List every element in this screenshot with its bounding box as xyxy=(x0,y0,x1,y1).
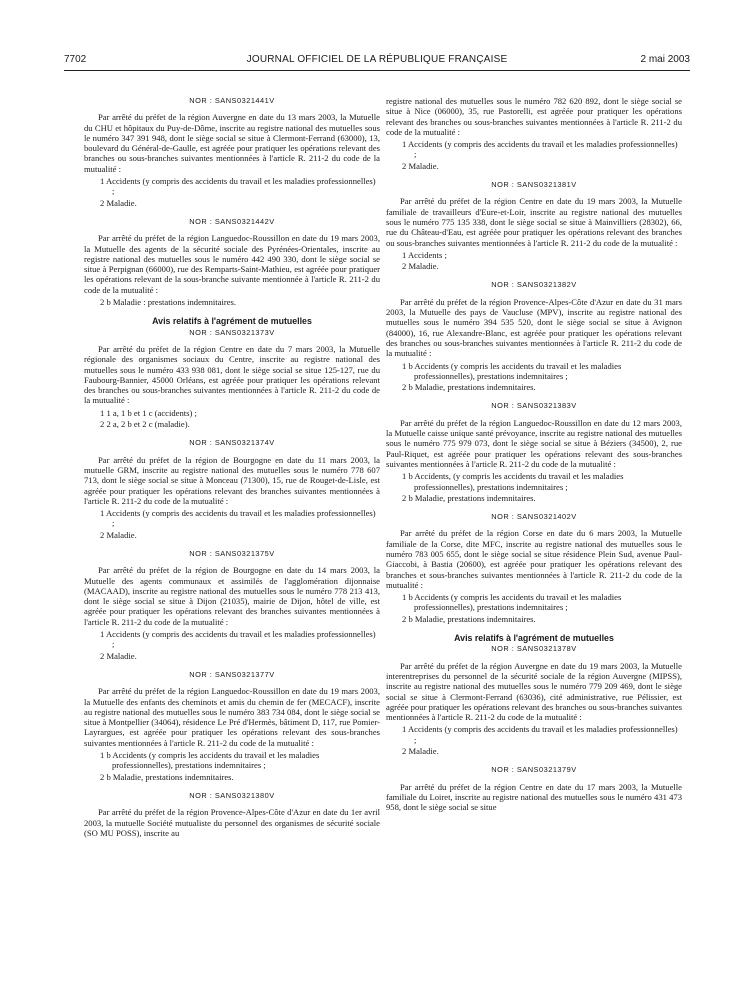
nor-reference: NOR : SANS0321375V xyxy=(189,548,275,558)
notice-paragraph: Par arrêté du préfet de la région Languedoc-Roussillon en date du 12 mars 2003, la Mutuelle caisse unique santé prévoyance, inscrite au registre national des mutuelles sous le numéro 775 979 073, dont le siège social se situe à Béziers (34500), 2, rue Paul-Riquet, est agréée pour pratiquer les opérations relevant des sous-branches suivantes mentionnées à l'article R. 211-2 du code de la mutualité : xyxy=(386,417,682,469)
branch-item: 2 b Maladie, prestations indemnitaires. xyxy=(402,492,536,503)
branch-item: 1 b Accidents (y compris les accidents du travail et les maladies professionnelles), prestations indemnitaires ; xyxy=(100,750,320,771)
right-column xyxy=(386,96,682,822)
notice-paragraph: Par arrêté du préfet de la région Corse en date du 6 mars 2003, la Mutuelle familiale de la Corse, dite MFC, inscrite au registre national des mutuelles sous le numéro 783 005 655, dont le siège social se situe résidence Plein Sud, avenue Paul-Giaccobi, à Bastia (20600), est agréée pour pratiquer les opérations relevant des branches et sous-branches suivantes mentionnées à l'article R. 211-2 du code de la mutualité : xyxy=(386,528,682,590)
notice-paragraph: Par arrêté du préfet de la région Centre en date du 17 mars 2003, la Mutuelle familiale du Loiret, inscrite au registre national des mutuelles sous le numéro 431 473 958, dont le siège social se situe xyxy=(386,781,682,813)
notice-paragraph: Par arrêté du préfet de la région Languedoc-Roussillon en date du 19 mars 2003, la Mutuelle des agents de la sécurité sociale des Pyrénées-Orientales, inscrite au registre national des mutuelles sous le numéro 442 490 330, dont le siège social se situe à Perpignan (66000), rue des Remparts-Saint-Mathieu, est agréée pour pratiquer les opérations relevant de la sous-branche suivante mentionnée à l'article R. 211-2 du code de la mutualité : xyxy=(84,233,380,295)
left-column xyxy=(84,96,380,847)
notice-paragraph: Par arrêté du préfet de la région Centre en date du 19 mars 2003, la Mutuelle familiale de travailleurs d'Eure-et-Loir, inscrite au registre national des mutuelles sous le numéro 775 135 338, dont le siège social se situe à Mainvilliers (28302), 66, rue du Château-d'Eau, est agréée pour pratiquer les opérations relevant des branches ou sous-branches suivantes mentionnées à l'article R. 211-2 du code de la mutualité : xyxy=(386,196,682,248)
page-header xyxy=(64,54,690,70)
nor-reference: NOR : SANS0321402V xyxy=(491,512,577,522)
nor-reference: NOR : SANS0321380V xyxy=(189,790,275,800)
page-number: 7702 xyxy=(64,54,87,65)
notice-block xyxy=(386,633,682,756)
branch-item: 2 b Maladie, prestations indemnitaires. xyxy=(402,382,536,393)
notice-block xyxy=(386,401,682,503)
branch-item: 1 Accidents (y compris des accidents du travail et les maladies professionnelles) ; xyxy=(100,176,376,197)
branch-item: 1 Accidents ; xyxy=(402,249,447,260)
branch-item: 2 b Maladie : prestations indemnitaires. xyxy=(100,297,237,308)
notice-block xyxy=(386,280,682,392)
branch-item: 1 b Accidents (y compris les accidents du travail et les maladies professionnelles), prestations indemnitaires ; xyxy=(402,360,622,381)
notice-paragraph: Par arrêté du préfet de la région Auvergne en date du 19 mars 2003, la Mutuelle interentreprises du personnel de la sécurité sociale de la région Auvergne (MIPSS), inscrite au registre national des mutuelles sous le numéro 779 209 469, dont le siège social se situe à Clermont-Ferrand (63036), cité administrative, rue Pélissier, est agréée pour pratiquer les opérations relevant des branches ou sous-branches suivantes mentionnées à l'article R. 211-2 du code de la mutualité : xyxy=(386,660,682,723)
header-rule xyxy=(64,70,690,71)
branch-item: 1 b Accidents (y compris les accidents du travail et les maladies professionnelles), prestations indemnitaires ; xyxy=(402,592,622,613)
notice-block xyxy=(386,180,682,271)
notice-block xyxy=(84,438,380,540)
notice-paragraph: Par arrêté du préfet de la région Centre en date du 7 mars 2003, la Mutuelle régionale des organismes sociaux du Centre, inscrite au registre national des mutuelles sous le numéro 433 938 081, dont le siège social se situe 125-127, rue du Faubourg-Bannier, 45000 Orléans, est agréée pour pratiquer les opérations relevant des branches ou sous-branches suivantes mentionnées à l'article R. 211-2 du code de la mutualité : xyxy=(84,343,380,406)
branch-item: 1 1 a, 1 b et 1 c (accidents) ; xyxy=(100,407,197,418)
notice-paragraph: Par arrêté du préfet de la région Languedoc-Roussillon en date du 19 mars 2003, la Mutuelle des enfants des cheminots et amis du chemin de fer (MECACF), inscrite au registre national des mutuelles sous le numéro 383 734 084, dont le siège social se situe à Montpellier (34064), résidence Le Pré d'Hermès, bâtiment D, 117, rue Pomier-Layrargues, est agréée pour pratiquer les opérations relevant des sous-branches suivantes mentionnées à l'article R. 211-2 du code de la mutualité : xyxy=(84,686,380,748)
branch-item: 1 b Accidents, (y compris les accidents du travail et les maladies professionnelles), prestations indemnitaires ; xyxy=(402,471,624,492)
notice-paragraph: registre national des mutuelles sous le numéro 782 620 892, dont le siège social se situe à Nice (06000), 35, rue Pastorelli, est agréée pour pratiquer les opérations relevant des branches ou sous-branches suivantes mentionnées à l'article R. 211-2 du code de la mutualité : xyxy=(386,96,682,137)
nor-reference: NOR : SANS0321382V xyxy=(491,280,577,290)
section-heading: Avis relatifs à l'agrément de mutuelles xyxy=(454,633,614,644)
notice-block xyxy=(84,549,380,661)
nor-reference: NOR : SANS0321373V xyxy=(189,327,275,337)
branch-item: 2 Maladie. xyxy=(402,160,439,171)
nor-reference: NOR : SANS0321377V xyxy=(189,669,275,679)
issue-date: 2 mai 2003 xyxy=(640,54,690,65)
branch-item: 1 Accidents (y compris des accidents du travail et les maladies professionnelles) ; xyxy=(100,508,376,529)
notice-paragraph: Par arrêté du préfet de la région Provence-Alpes-Côte d'Azur en date du 1er avril 2003, la mutuelle Société mutualiste du personnel des organismes de sécurité sociale (SO MU POSS), inscrite au xyxy=(84,807,380,838)
branch-item: 2 Maladie. xyxy=(402,746,439,757)
branch-item: 2 Maladie. xyxy=(100,197,137,208)
notice-paragraph: Par arrêté du préfet de la région de Bourgogne en date du 14 mars 2003, la Mutuelle des agents communaux et assimilés de l'agglomération dijonnaise (MACAAD), inscrite au registre national des mutuelles sous le numéro 778 213 413, dont le siège social se situe à Dijon (21035), mairie de Dijon, hôtel de ville, est agréée pour pratiquer les opérations relevant des branches suivantes mentionnées à l'article R. 211-2 du code de la mutualité : xyxy=(84,565,380,627)
nor-reference: NOR : SANS0321442V xyxy=(189,216,275,226)
notice-paragraph: Par arrêté du préfet de la région Provence-Alpes-Côte d'Azur en date du 31 mars 2003, la Mutuelle des pays de Vaucluse (MPV), inscrite au registre national des mutuelles sous le numéro 394 535 520, dont le siège social se situe à Avignon (84000), 16, rue Alexandre-Blanc, est agréée pour pratiquer les opérations relevant des branches ou sous-branches suivantes mentionnées à l'article R. 211-2 du code de la mutualité : xyxy=(386,296,682,359)
notice-block xyxy=(84,791,380,838)
notice-block xyxy=(386,512,682,624)
branch-item: 2 2 a, 2 b et 2 c (maladie). xyxy=(100,419,190,430)
notice-block xyxy=(84,670,380,782)
nor-reference: NOR : SANS0321383V xyxy=(491,401,577,411)
branch-item: 2 b Maladie, prestations indemnitaires. xyxy=(100,771,234,782)
branch-item: 2 b Maladie, prestations indemnitaires. xyxy=(402,613,536,624)
nor-reference: NOR : SANS0321379V xyxy=(491,765,577,775)
nor-reference: NOR : SANS0321378V xyxy=(491,644,577,654)
journal-title: JOURNAL OFFICIEL DE LA RÉPUBLIQUE FRANÇAISE xyxy=(246,54,508,65)
branch-item: 2 Maladie. xyxy=(100,529,137,540)
notice-block xyxy=(84,96,380,208)
branch-item: 2 Maladie. xyxy=(402,261,439,272)
branch-item: 1 Accidents (y compris des accidents du travail et les maladies professionnelles) ; xyxy=(100,629,376,650)
notice-paragraph: Par arrêté du préfet de la région de Bourgogne en date du 11 mars 2003, la mutuelle GRM, inscrite au registre national des mutuelles sous le numéro 778 607 713, dont le siège social se situe à Monceau (71300), 15, rue de Rouget-de-Lisle, est agréée pour pratiquer les opérations relevant des branches suivantes mentionnées à l'article R. 211-2 du code de la mutualité : xyxy=(84,454,380,506)
branch-item: 1 Accidents (y compris des accidents du travail et les maladies professionnelles) ; xyxy=(402,724,678,745)
branch-item: 1 Accidents (y compris des accidents du travail et les maladies professionnelles) ; xyxy=(402,139,678,160)
nor-reference: NOR : SANS0321381V xyxy=(491,180,577,190)
notice-block xyxy=(84,217,380,307)
nor-reference: NOR : SANS0321441V xyxy=(189,96,275,105)
notice-paragraph: Par arrêté du préfet de la région Auvergne en date du 13 mars 2003, la Mutuelle du CHU et hôpitaux du Puy-de-Dôme, inscrite au registre national des mutuelles sous le numéro 347 391 948, dont le siège social se situe à Clermont-Ferrand (63000), 13, boulevard du Général-de-Gaulle, est agréée pour pratiquer les opérations relevant des branches ou sous-branches suivantes mentionnées à l'article R. 211-2 du code de la mutualité : xyxy=(84,112,380,174)
nor-reference: NOR : SANS0321374V xyxy=(189,438,275,448)
branch-item: 2 Maladie. xyxy=(100,650,137,661)
section-heading: Avis relatifs à l'agrément de mutuelles xyxy=(152,316,312,327)
notice-block xyxy=(84,316,380,429)
notice-block xyxy=(386,765,682,812)
notice-block xyxy=(386,96,682,171)
